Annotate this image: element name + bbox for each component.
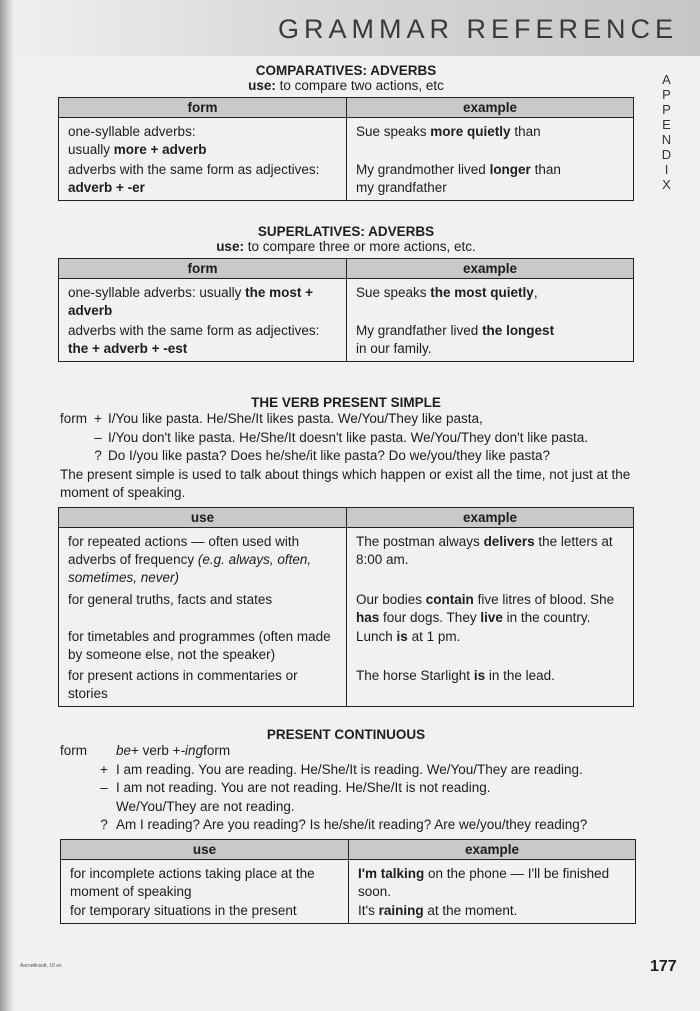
column-header-example: example (349, 840, 636, 860)
table-row: for timetables and programmes (often made by someone else, not the speaker) Lunch is at 1 pm. (59, 628, 634, 665)
comparatives-section (58, 63, 634, 201)
present-simple-section (58, 395, 634, 466)
table-row: one-syllable adverbs: usually more + adverb Sue speaks more quietly than (59, 118, 634, 161)
table-row: for incomplete actions taking place at the moment of speaking I'm talking on the phone — I'll be finished soon. (61, 860, 636, 903)
column-header-form: form (59, 259, 347, 279)
superlatives-table (58, 258, 634, 362)
book-spine-shadow (0, 0, 14, 1011)
page-title: GRAMMAR REFERENCE (277, 14, 678, 44)
form-line-question: ? Am I reading? Are you reading? Is he/she/it reading? Are we/you/they reading? (100, 817, 588, 832)
present-simple-table-wrap (58, 507, 634, 707)
column-header-use: use (61, 840, 349, 860)
table-row: adverbs with the same form as adjectives: the + adverb + -est My grandfather lived the longest in our family. (59, 321, 634, 362)
form-line-negative: – I am not reading. You are not reading. He/She/It is not reading. (100, 780, 491, 795)
form-line-affirmative: + I am reading. You are reading. He/She/It is reading. We/You/They are reading. (100, 761, 583, 777)
table-row: for general truths, facts and states Our bodies contain five litres of blood. She has four dogs. They live in the country. (59, 589, 634, 628)
column-header-example: example (347, 259, 634, 279)
form-line-negative-cont: We/You/They are not reading. (116, 798, 295, 814)
page-header (14, 0, 700, 56)
present-continuous-table (60, 839, 636, 924)
column-header-example: example (347, 98, 634, 118)
form-line-negative: – I/You don't like pasta. He/She/It doesn't like pasta. We/You/They don't like pasta. (94, 429, 589, 445)
column-header-form: form (59, 98, 347, 118)
present-simple-description: The present simple is used to talk about things which happen or exist all the time, not just at the moment of speaking. (60, 467, 631, 500)
comparatives-table (58, 97, 634, 201)
present-continuous-section (58, 727, 634, 835)
table-row: adverbs with the same form as adjectives: adverb + -er My grandmother lived longer than my grandfather (59, 160, 634, 201)
section-heading: COMPARATIVES: ADVERBS (255, 63, 437, 78)
section-heading: SUPERLATIVES: ADVERBS (257, 224, 435, 239)
table-row: for present actions in commentaries or stories The horse Starlight is in the lead. (59, 665, 634, 707)
use-line: use: to compare three or more actions, etc. (216, 239, 476, 254)
section-heading: THE VERB PRESENT SIMPLE (251, 395, 441, 410)
form-lines (60, 742, 634, 835)
footer-small-print: Английский, 10 кл. (20, 963, 63, 969)
use-line: use: to compare two actions, etc (248, 78, 444, 93)
table-row: for temporary situations in the present It's raining at the moment. (61, 902, 636, 924)
section-heading: PRESENT CONTINUOUS (266, 727, 426, 742)
form-line-question: ? Do I/you like pasta? Does he/she/it like pasta? Do we/you/they like pasta? (94, 448, 550, 463)
column-header-use: use (59, 508, 347, 528)
column-header-example: example (347, 508, 634, 528)
present-simple-table (58, 507, 634, 707)
form-line-affirmative: form + I/You like pasta. He/She/It likes pasta. We/You/They like pasta, (60, 411, 483, 426)
present-continuous-table-wrap (60, 839, 636, 924)
table-row: one-syllable adverbs: usually the most + adverb Sue speaks the most quietly, (59, 279, 634, 322)
superlatives-section (58, 224, 634, 362)
table-row: for repeated actions — often used with adverbs of frequency (e.g. always, often, sometimes, never) The postman always delivers the letters at 8:00 am. (59, 528, 634, 590)
appendix-side-label: A P P E N D I X (661, 72, 673, 192)
form-lines (60, 410, 634, 466)
page-number: 177 (650, 958, 677, 975)
form-line-pattern: form be + verb + -ing form (60, 743, 231, 758)
